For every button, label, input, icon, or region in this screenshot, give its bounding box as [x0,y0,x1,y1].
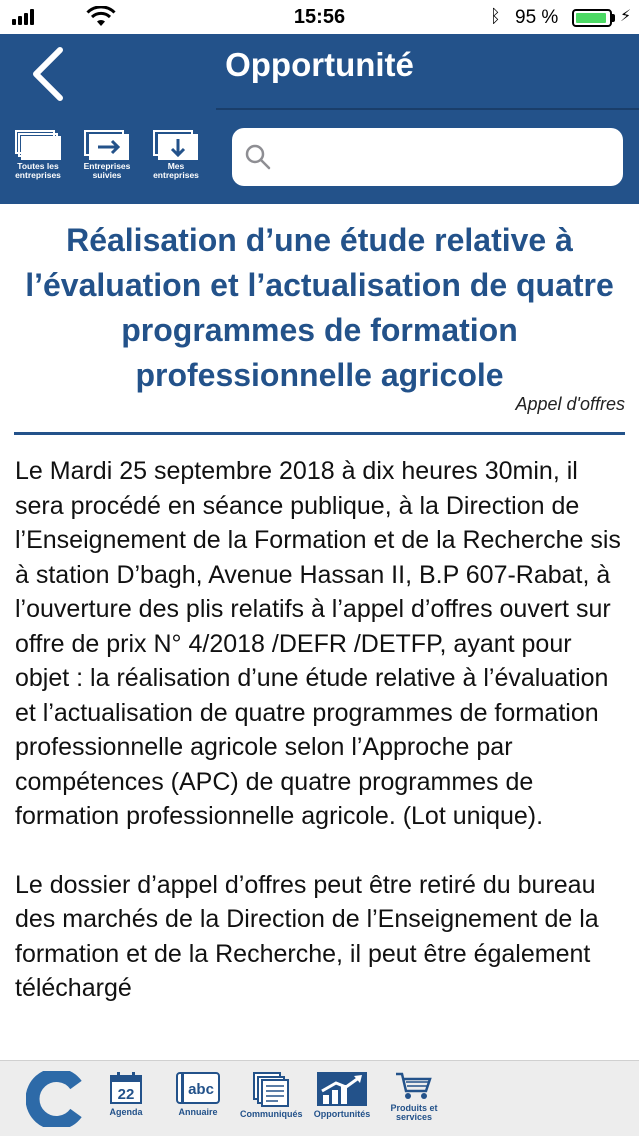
status-bar [0,0,639,34]
search-box[interactable] [232,128,623,186]
search-input[interactable] [282,138,612,176]
tab-opportunites[interactable] [310,1071,374,1119]
directory-badge: abc [188,1081,214,1098]
toolbar-my-companies-button[interactable] [146,130,206,186]
battery-percent: 95 % [515,7,559,28]
directory-icon [175,1071,221,1105]
status-time: 15:56 [293,6,346,28]
tab-annuaire-label: Annuaire [178,1107,218,1117]
calendar-icon [109,1071,143,1105]
article-paragraph: Le dossier d’appel d’offres peut être retiré du bureau des marchés de la Direction de l’Enseignement de la formation et de la Recherche, il peut être également téléchargé [15,870,599,1002]
arrow-down-box-icon [153,130,199,160]
calendar-day: 22 [117,1086,135,1103]
app-logo-icon [26,1071,84,1127]
charging-icon: ⚡ [620,8,632,25]
battery-nub [612,14,615,22]
title-divider [14,432,625,435]
article-category: Appel d'offres [515,394,625,414]
tab-communiques-label: Communiqués [240,1109,303,1119]
toolbar-followed-companies-label: Entreprises suivies [83,161,131,180]
navigation-bar [0,34,639,204]
battery-icon [572,9,612,27]
toolbar-my-companies-label: Mes entreprises [153,161,199,180]
article-title: Réalisation d’une étude relative à l’évaluation et l’actualisation de quatre programmes de formation professionnelle agricole [25,222,614,393]
tab-annuaire[interactable] [172,1071,224,1117]
toolbar-all-companies-label: Toutes les entreprises [15,161,61,180]
cart-icon [394,1071,434,1101]
article-content[interactable] [0,204,639,1060]
documents-icon [250,1071,290,1107]
bluetooth-icon: ᛒ [490,6,501,26]
chart-icon [316,1071,368,1107]
stack-icon [15,130,61,160]
article-body [15,454,627,1040]
page-title: Opportunité [225,46,414,83]
arrow-right-box-icon [84,130,130,160]
toolbar-all-companies-button[interactable] [8,130,68,186]
tab-communiques[interactable] [240,1071,303,1119]
article-paragraph: Le Mardi 25 septembre 2018 à dix heures 30min, il sera procédé en séance publique, à la Direction de l’Enseignement de la Formation et de la Recherche sis à station D’bagh, Avenue Hassan II, B.P 607-Rabat, à l’ouverture des plis relatifs à l’appel d’offres ouvert sur offre de prix N° 4/2018 /DEFR /DETFP, ayant pour objet : la réalisation d’une étude relative à l’évaluation et l’actualisation de quatre programmes de formation professionnelle agricole selon l’Approche par compétences (APC) de quatre programmes de formation professionnelle agricole. (Lot unique). [15,457,621,830]
tab-opportunites-label: Opportunités [313,1109,371,1119]
tab-produits-services[interactable] [384,1071,444,1122]
toolbar-followed-companies-button[interactable] [77,130,137,186]
tab-agenda-label: Agenda [109,1107,143,1117]
home-logo-button[interactable] [26,1071,84,1132]
search-icon [244,143,272,171]
nav-divider [216,108,639,110]
tab-agenda[interactable] [104,1071,148,1117]
tab-bar [0,1060,639,1136]
tab-produits-services-label: Produits et services [390,1103,438,1122]
